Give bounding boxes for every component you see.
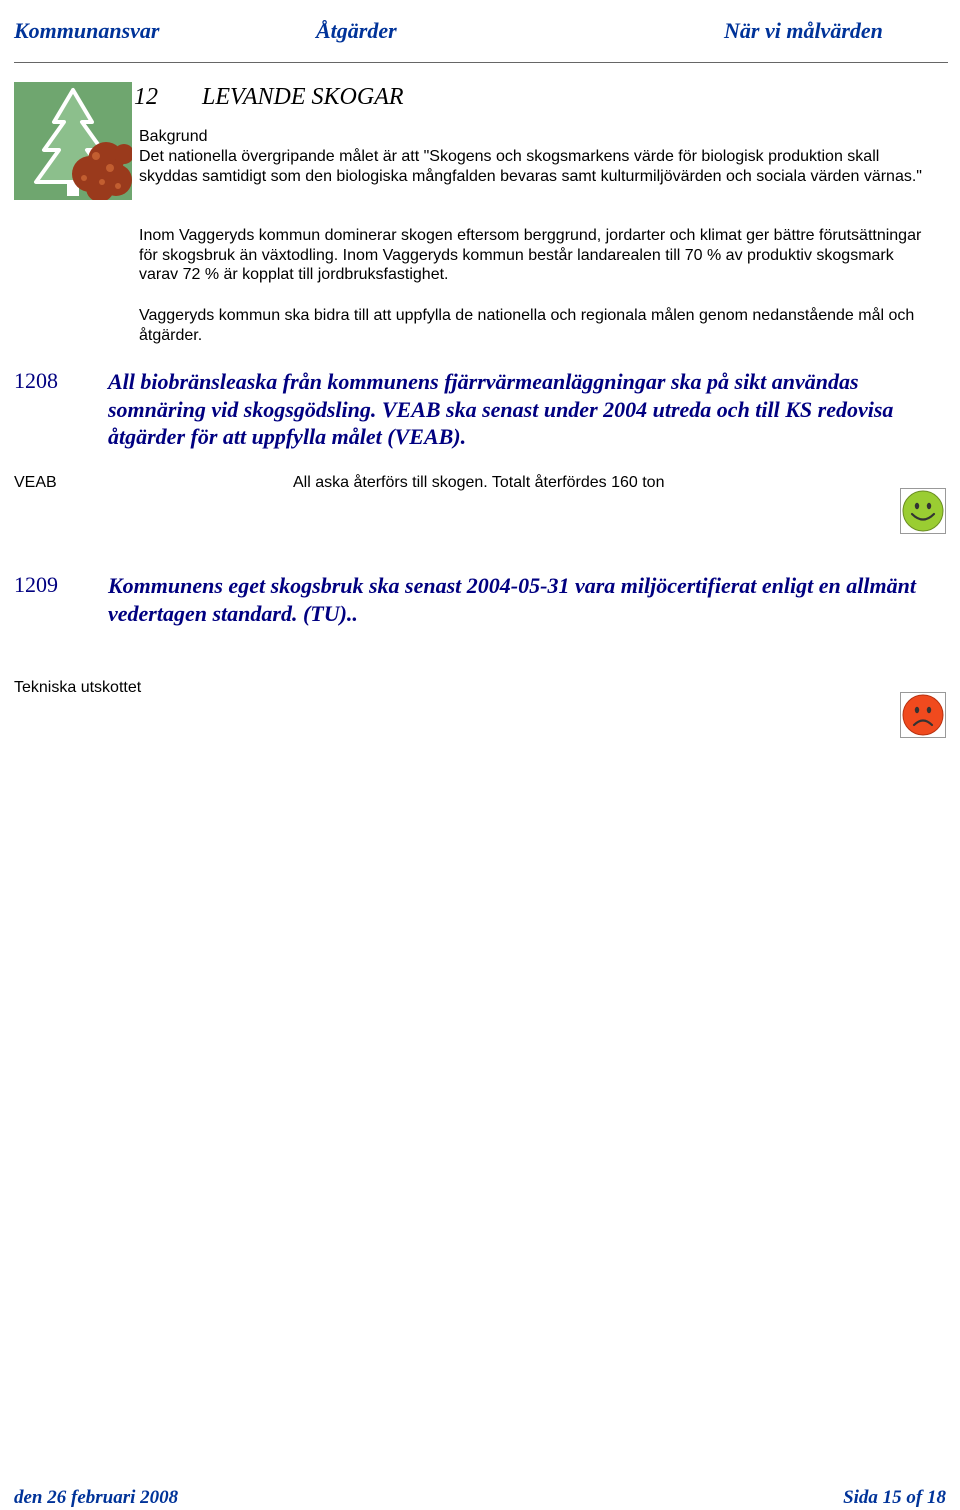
header-malvarden: När vi målvärden bbox=[724, 18, 883, 43]
background-paragraph-3: Vaggeryds kommun ska bidra till att uppfylla de nationella och regionala målen genom nedanstående mål och åtgärder. bbox=[139, 307, 915, 344]
footer-date: den 26 februari 2008 bbox=[14, 1487, 179, 1508]
measure-status-text-1208: All aska återförs till skogen. Totalt återfördes 160 ton bbox=[293, 474, 665, 491]
measure-number-1208: 1208 bbox=[14, 368, 58, 393]
footer-page-number: Sida 15 of 18 bbox=[843, 1487, 946, 1508]
measure-text-1208: All biobränsleaska från kommunens fjärrvärmeanläggningar ska på sikt användas somnäring vid skogsgödsling. VEAB ska senast under 2004 utreda och till KS redovisa åtgärder för att uppfylla målet (VEAB). bbox=[108, 369, 894, 449]
section-number: 12 bbox=[134, 84, 158, 110]
measure-responsible-1209: Tekniska utskottet bbox=[14, 679, 142, 696]
header-kommunansvar: Kommunansvar bbox=[14, 18, 160, 43]
happy-face-icon bbox=[900, 488, 946, 534]
forest-tree-icon bbox=[14, 82, 132, 200]
background-paragraph-2: Inom Vaggeryds kommun dominerar skogen eftersom berggrund, jordarter och klimat ger bättre förutsättningar för skogsbruk än växtodling. Inom Vaggeryds kommun består landarealen till 70 % av produktiv skogsmark varav 72 % är kopplat till jordbruksfastighet. bbox=[139, 227, 922, 284]
sad-face-icon bbox=[900, 692, 946, 738]
header-atgarder: Åtgärder bbox=[316, 18, 397, 43]
header-rule bbox=[14, 62, 948, 63]
section-title: LEVANDE SKOGAR bbox=[202, 84, 404, 110]
background-paragraph-1: Det nationella övergripande målet är att "Skogens och skogsmarkens värde för biologisk produktion skall skyddas samtidigt som den biologiska mångfalden bevaras samt kulturmiljövärden och sociala värden värnas." bbox=[139, 148, 922, 185]
measure-number-1209: 1209 bbox=[14, 572, 58, 597]
background-heading: Bakgrund bbox=[139, 128, 208, 145]
measure-responsible-1208: VEAB bbox=[14, 474, 57, 491]
measure-text-1209: Kommunens eget skogsbruk ska senast 2004-05-31 vara miljöcertifierat enligt en allmänt vedertagen standard. (TU).. bbox=[108, 573, 916, 626]
